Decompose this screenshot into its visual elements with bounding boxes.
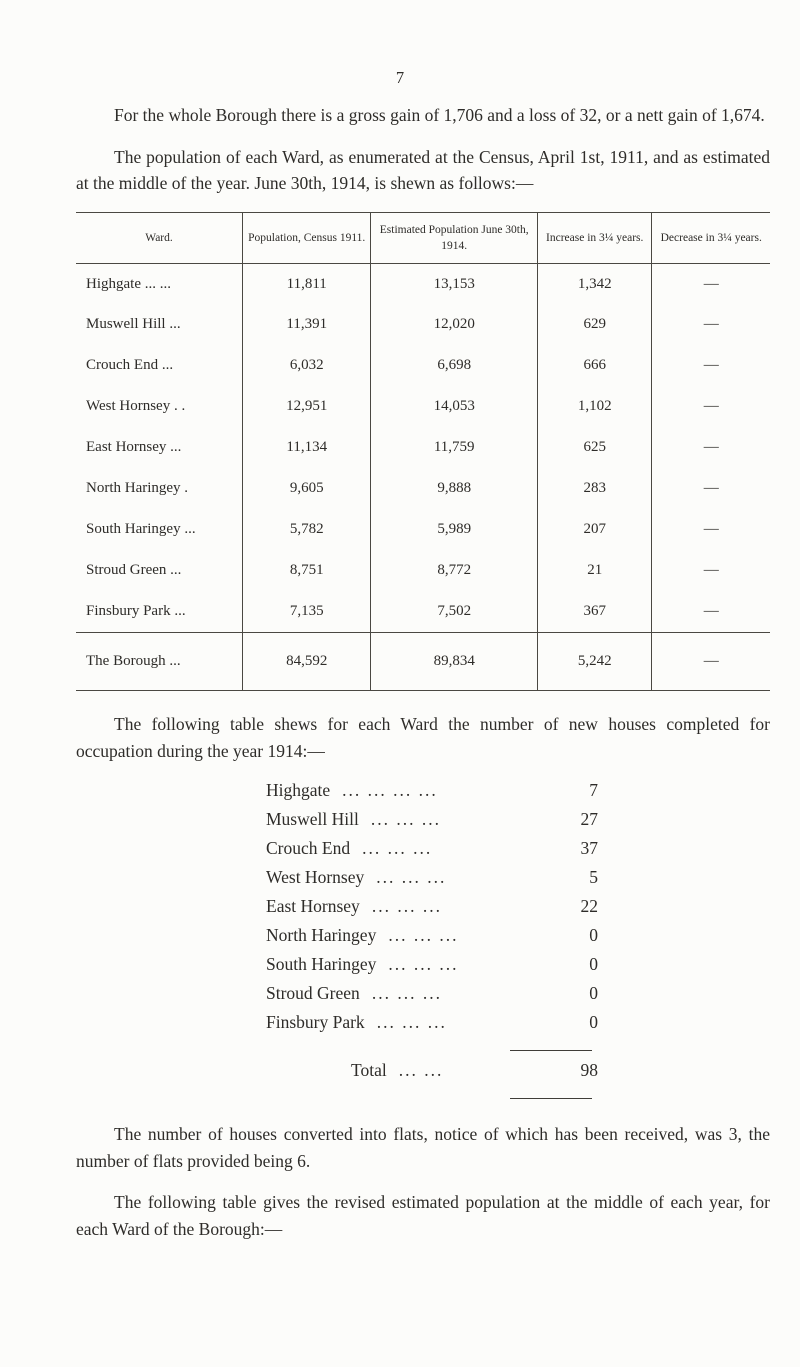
item-label: Highgate (266, 780, 331, 801)
item-label: Crouch End (266, 838, 351, 859)
total-row (266, 1060, 598, 1089)
list-item (266, 1012, 598, 1041)
col-header-increase: Increase in 3¼ years. (537, 212, 652, 263)
table-row (76, 550, 770, 591)
cell-estimated: 8,772 (371, 550, 538, 591)
item-value: 0 (589, 1012, 598, 1033)
leader-dots: ... ... ... (388, 954, 459, 975)
table-row (76, 263, 770, 304)
ward-population-table (76, 212, 770, 691)
cell-census: 84,592 (243, 632, 371, 690)
cell-increase: 625 (537, 427, 652, 468)
cell-census: 11,811 (243, 263, 371, 304)
new-houses-list (266, 780, 598, 1099)
paragraph-revised-population-intro: The following table gives the revised estimated population at the middle of each year, for each Ward of the Borough:— (76, 1192, 770, 1239)
cell-increase: 666 (537, 345, 652, 386)
cell-decrease: — (652, 304, 770, 345)
cell-census: 11,134 (243, 427, 371, 468)
table-row (76, 345, 770, 386)
leader-dots: ... ... ... ... (342, 780, 438, 801)
cell-estimated: 89,834 (371, 632, 538, 690)
table-row (76, 304, 770, 345)
cell-ward: West Hornsey . . (86, 398, 186, 415)
item-label: West Hornsey (266, 867, 365, 888)
cell-estimated: 12,020 (371, 304, 538, 345)
leader-dots: ... ... ... (371, 896, 442, 917)
table-row (76, 509, 770, 550)
cell-estimated: 11,759 (371, 427, 538, 468)
cell-census: 12,951 (243, 386, 371, 427)
table-row (76, 468, 770, 509)
col-header-estimated: Estimated Population June 30th, 1914. (371, 212, 538, 263)
list-item (266, 867, 598, 896)
leader-dots: ... ... ... (376, 867, 447, 888)
cell-ward: Stroud Green ... (86, 562, 182, 579)
item-label: Muswell Hill (266, 809, 359, 830)
table-row (76, 591, 770, 632)
borough-total-row (76, 632, 770, 690)
item-value: 0 (589, 925, 598, 946)
item-value: 0 (589, 983, 598, 1004)
cell-estimated: 9,888 (371, 468, 538, 509)
cell-decrease: — (652, 632, 770, 690)
cell-ward: The Borough ... (76, 632, 243, 690)
sum-rule-top (510, 1050, 592, 1051)
item-value: 5 (589, 867, 598, 888)
col-header-ward: Ward. (76, 212, 243, 263)
cell-decrease: — (652, 591, 770, 632)
table-row (76, 386, 770, 427)
item-value: 27 (580, 809, 598, 830)
list-item (266, 925, 598, 954)
cell-estimated: 13,153 (371, 263, 538, 304)
cell-decrease: — (652, 263, 770, 304)
col-header-decrease: Decrease in 3¼ years. (652, 212, 770, 263)
cell-increase: 629 (537, 304, 652, 345)
total-value: 98 (580, 1060, 598, 1081)
cell-increase: 1,102 (537, 386, 652, 427)
leader-dots: ... ... (398, 1060, 444, 1081)
paragraph-flats: The number of houses converted into flats, notice of which has been received, was 3, the number of flats provided being 6. (76, 1124, 770, 1171)
cell-census: 8,751 (243, 550, 371, 591)
list-item (266, 983, 598, 1012)
list-item (266, 896, 598, 925)
cell-increase: 207 (537, 509, 652, 550)
leader-dots: ... ... ... (376, 1012, 447, 1033)
paragraph-gross-gain: For the whole Borough there is a gross gain of 1,706 and a loss of 32, or a nett gain of 1,674. (114, 105, 765, 125)
cell-census: 11,391 (243, 304, 371, 345)
cell-census: 9,605 (243, 468, 371, 509)
item-label: Stroud Green (266, 983, 360, 1004)
leader-dots: ... ... ... (370, 809, 441, 830)
cell-estimated: 5,989 (371, 509, 538, 550)
list-item (266, 780, 598, 809)
item-label: East Hornsey (266, 896, 360, 917)
cell-decrease: — (652, 427, 770, 468)
cell-ward: Highgate ... ... (86, 275, 171, 292)
item-label: North Haringey (266, 925, 377, 946)
table-row (76, 427, 770, 468)
cell-decrease: — (652, 509, 770, 550)
cell-census: 5,782 (243, 509, 371, 550)
cell-census: 7,135 (243, 591, 371, 632)
leader-dots: ... ... ... (388, 925, 459, 946)
item-value: 7 (589, 780, 598, 801)
leader-dots: ... ... ... (371, 983, 442, 1004)
cell-increase: 283 (537, 468, 652, 509)
cell-ward: North Haringey . (86, 480, 189, 497)
list-item (266, 838, 598, 867)
item-value: 37 (580, 838, 598, 859)
cell-increase: 21 (537, 550, 652, 591)
cell-ward: Crouch End ... (86, 357, 174, 374)
paragraph-new-houses-intro: The following table shews for each Ward the number of new houses completed for occupation during the year 1914:— (76, 713, 770, 761)
cell-decrease: — (652, 386, 770, 427)
cell-estimated: 14,053 (371, 386, 538, 427)
cell-estimated: 6,698 (371, 345, 538, 386)
table-header-row (76, 212, 770, 263)
total-label: Total (351, 1060, 387, 1081)
cell-ward: Muswell Hill ... (86, 316, 181, 333)
item-value: 0 (589, 954, 598, 975)
list-item (266, 954, 598, 983)
cell-increase: 1,342 (537, 263, 652, 304)
col-header-census: Population, Census 1911. (243, 212, 371, 263)
cell-decrease: — (652, 345, 770, 386)
cell-decrease: — (652, 550, 770, 591)
item-value: 22 (580, 896, 598, 917)
cell-ward: Finsbury Park ... (86, 603, 186, 620)
cell-estimated: 7,502 (371, 591, 538, 632)
cell-decrease: — (652, 468, 770, 509)
cell-increase: 367 (537, 591, 652, 632)
item-label: South Haringey (266, 954, 377, 975)
list-item (266, 809, 598, 838)
leader-dots: ... ... ... (362, 838, 433, 859)
cell-census: 6,032 (243, 345, 371, 386)
paragraph-census-intro: The population of each Ward, as enumerated at the Census, April 1st, 1911, and as estimated at the middle of the year. June 30th, 1914, is shewn as follows:— (76, 146, 770, 194)
cell-increase: 5,242 (537, 632, 652, 690)
item-label: Finsbury Park (266, 1012, 365, 1033)
cell-ward: South Haringey ... (86, 521, 196, 538)
sum-rule-bottom (510, 1098, 592, 1099)
page-number: 7 (395, 68, 405, 87)
cell-ward: East Hornsey ... (86, 439, 182, 456)
